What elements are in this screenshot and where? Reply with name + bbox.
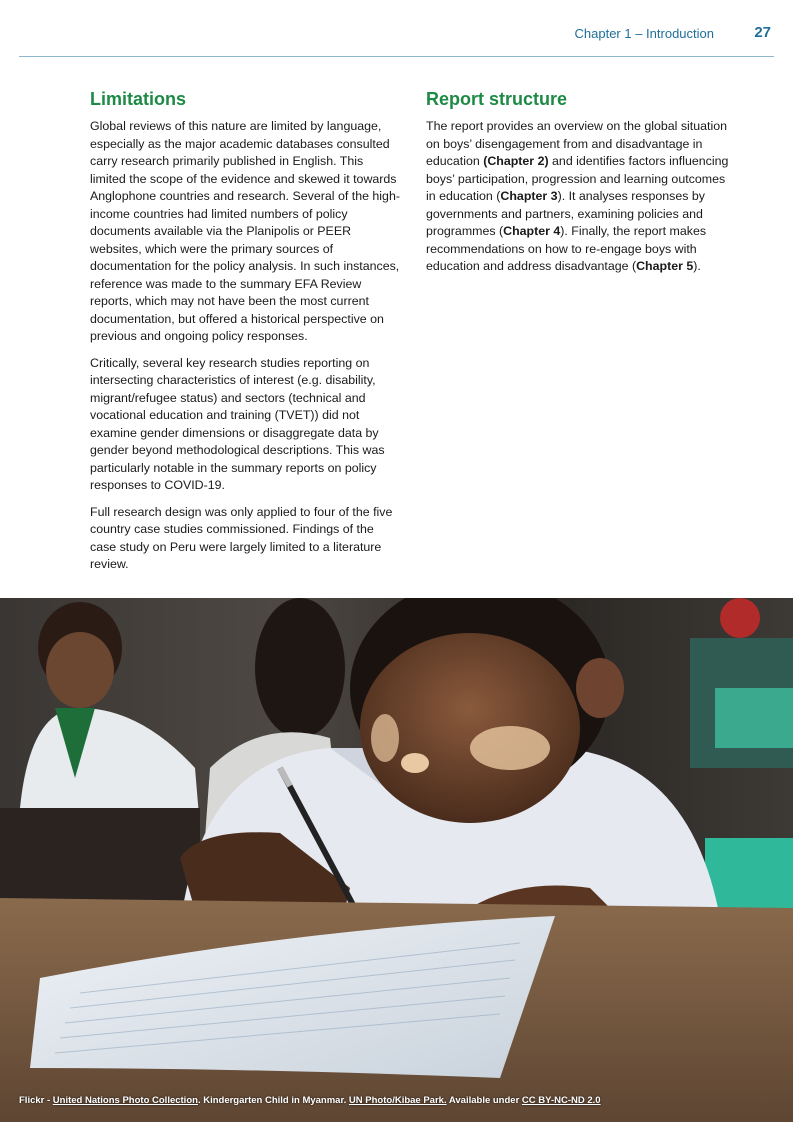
photo-caption <box>19 1095 601 1106</box>
report-structure-paragraph <box>426 118 731 276</box>
caption-prefix: Flickr - <box>19 1095 53 1106</box>
limitations-paragraph-3: Full research design was only applied to four of the five country case studies commissioned. Findings of the case study on Peru were largely limited to a literature review. <box>90 504 393 571</box>
limitations-section <box>90 88 402 583</box>
caption-source-link[interactable]: United Nations Photo Collection <box>52 1095 198 1106</box>
text-run: ). Finally, the report makes recommendations on how to re-engage boys with education and address disadvantage ( <box>426 224 707 273</box>
text-run: ). <box>693 259 701 273</box>
report-structure-heading: Report structure <box>426 89 568 109</box>
caption-license-link[interactable]: CC BY-NC-ND 2.0 <box>521 1095 601 1106</box>
chapter-ref: Chapter 5 <box>636 259 694 273</box>
text-run: and identifies factors influencing boys’ participation, progression and learning outcomes in education ( <box>426 154 729 203</box>
caption-description: . Kindergarten Child in Myanmar. <box>197 1095 349 1106</box>
report-structure-section <box>426 88 731 285</box>
chapter-ref: Chapter 3 <box>500 189 558 203</box>
chapter-ref: Chapter 4 <box>503 224 561 238</box>
caption-credit-link[interactable]: UN Photo/Kibae Park. <box>348 1095 447 1106</box>
limitations-paragraph-1: Global reviews of this nature are limited by language, especially as the major academic databases consulted carry research primarily published in English. This limited the scope of the evidence and skewed it towards Anglophone countries and research. Several of the high-income countries had limited numbers of policy documents available via the Planipolis or PEER websites, which were the primary sources of documentation for the policy analysis. In such instances, reference was made to the summary EFA Review reports, which may not have been the most current documentation, but offered a historical perspective on previous and ongoing policy responses. <box>90 119 400 343</box>
page-number: 27 <box>754 24 771 41</box>
chapter-label: Chapter 1 – Introduction <box>574 26 714 41</box>
limitations-paragraph-2: Critically, several key research studies reporting on intersecting characteristics of interest (e.g. disability, migrant/refugee status) and sectors (technical and vocational education and training (TVET)) did not examine gender dimensions or disaggregate data by gender beyond methodological descriptions. This was particularly notable in the summary reports on policy responses to COVID-19. <box>90 355 385 492</box>
photo-illustration <box>0 598 793 1122</box>
classroom-photo <box>0 598 793 1122</box>
page-header <box>0 0 793 58</box>
text-run: ). It analyses responses by governments and partners, examining policies and programmes ( <box>426 189 705 238</box>
limitations-heading: Limitations <box>90 89 187 109</box>
caption-license-prefix: Available under <box>446 1095 522 1106</box>
header-divider <box>19 56 774 57</box>
text-run: The report provides an overview on the global situation on boys’ disengagement from and disadvantage in education <box>426 119 727 168</box>
chapter-ref: (Chapter 2) <box>483 154 549 168</box>
